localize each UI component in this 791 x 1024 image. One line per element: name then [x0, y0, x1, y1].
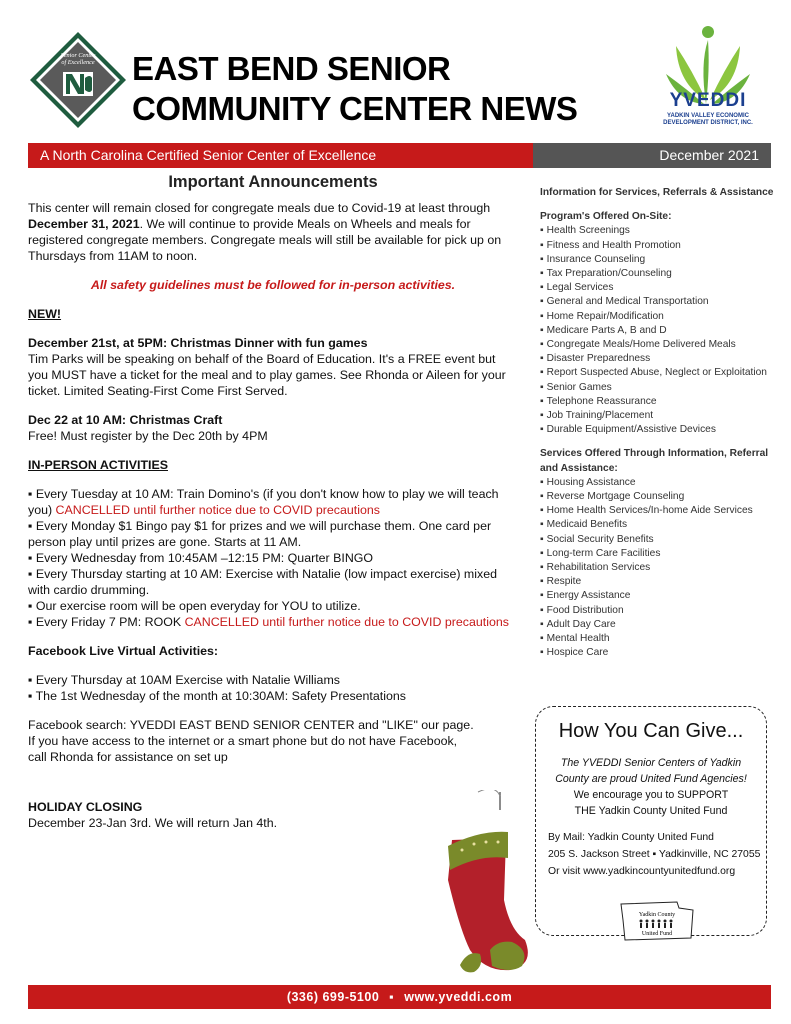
event-craft-body: Free! Must register by the Dec 20th by 4PM	[28, 429, 268, 443]
badge-line-1: Senior Center	[60, 52, 96, 59]
give-mail-line-2: 205 S. Jackson Street ▪ Yadkinville, NC 27055	[548, 849, 761, 860]
footer-separator: ▪	[389, 990, 395, 1004]
onsite-program-item: ▪ Report Suspected Abuse, Neglect or Exploitation	[540, 366, 775, 380]
onsite-program-item: ▪ Telephone Reassurance	[540, 395, 775, 409]
onsite-program-item: ▪ Medicare Parts A, B and D	[540, 324, 775, 338]
page-title-line-1: EAST BEND SENIOR	[132, 50, 451, 87]
activity-rook-cancelled: CANCELLED until further notice due to COVID precautions	[184, 615, 509, 629]
badge-line-2: of Excellence	[61, 59, 95, 66]
onsite-program-item: ▪ Fitness and Health Promotion	[540, 239, 775, 253]
services-column	[540, 186, 775, 661]
give-italic-text: The YVEDDI Senior Centers of Yadkin County are proud United Fund Agencies!	[555, 757, 747, 785]
closure-text-a: This center will remain closed for congregate meals due to Covid-19 at least through	[28, 201, 491, 215]
onsite-program-item: ▪ Home Repair/Modification	[540, 310, 775, 324]
safety-notice: All safety guidelines must be followed for in-person activities.	[90, 278, 456, 292]
footer-contact-bar	[28, 985, 771, 1009]
referral-service-item: ▪ Housing Assistance	[540, 476, 775, 490]
closure-notice	[28, 200, 518, 264]
footer-website-link[interactable]: www.yveddi.com	[404, 990, 513, 1004]
closure-text-c: . We will continue to provide Meals on Wheels and meals for registered congregate members. Congregate meals will still be available for pick up on Thursdays from 11AM to noon.	[28, 217, 502, 263]
tagline-banner: A North Carolina Certified Senior Center of Excellence	[28, 143, 533, 168]
holiday-closing-title: HOLIDAY CLOSING	[28, 800, 143, 814]
facebook-activity-safety: ▪ The 1st Wednesday of the month at 10:30AM: Safety Presentations	[28, 689, 406, 703]
facebook-search-line-3: call Rhonda for assistance on set up	[28, 750, 228, 764]
onsite-program-item: ▪ Senior Games	[540, 381, 775, 395]
referral-service-item: ▪ Respite	[540, 575, 775, 589]
facebook-search-line-2: If you have access to the internet or a smart phone but do not have Facebook,	[28, 734, 458, 748]
holiday-closing-body: December 23-Jan 3rd. We will return Jan 4th.	[28, 816, 278, 830]
facebook-activity-exercise: ▪ Every Thursday at 10AM Exercise with Natalie Williams	[28, 673, 340, 687]
footer-phone: (336) 699-5100	[286, 990, 380, 1004]
activity-dominoes-cancelled: CANCELLED until further notice due to COVID precautions	[55, 503, 380, 517]
new-section-title: NEW!	[28, 307, 62, 321]
onsite-programs-title: Program's Offered On-Site:	[540, 211, 672, 223]
activity-rook	[28, 614, 518, 630]
yveddi-logo-subtitle: YADKIN VALLEY ECONOMIC DEVELOPMENT DISTRICT, INC.	[663, 113, 753, 126]
event-dinner-title: December 21st, at 5PM: Christmas Dinner with fun games	[28, 336, 368, 350]
senior-center-excellence-badge	[28, 30, 128, 130]
activity-rook-text: ▪ Every Friday 7 PM: ROOK	[28, 615, 185, 629]
event-craft-title: Dec 22 at 10 AM: Christmas Craft	[28, 413, 223, 427]
christmas-stocking-icon	[440, 790, 535, 980]
onsite-program-item: ▪ Health Screenings	[540, 224, 775, 238]
referral-service-item: ▪ Mental Health	[540, 632, 775, 646]
page-title-line-2: COMMUNITY CENTER NEWS	[132, 90, 578, 127]
referral-service-item: ▪ Medicaid Benefits	[540, 518, 775, 532]
referral-service-item: ▪ Adult Day Care	[540, 618, 775, 632]
onsite-program-item: ▪ Congregate Meals/Home Delivered Meals	[540, 338, 775, 352]
closure-date: December 31, 2021	[28, 217, 140, 231]
yveddi-logo-text: YVEDDI	[669, 90, 747, 111]
give-mail-line-3: Or visit www.yadkincountyunitedfund.org	[548, 866, 736, 877]
activity-exercise: ▪ Every Thursday starting at 10 AM: Exercise with Natalie (low impact exercise) mixed with cardio drumming.	[28, 567, 497, 597]
referral-service-item: ▪ Rehabilitation Services	[540, 561, 775, 575]
referral-services-list	[540, 476, 775, 661]
united-fund-logo	[617, 898, 697, 943]
issue-date: December 2021	[533, 143, 771, 168]
referral-services-title: Services Offered Through Information, Referral and Assistance:	[540, 448, 769, 474]
announcements-column	[28, 174, 518, 831]
activity-bingo: ▪ Every Monday $1 Bingo pay $1 for prizes and we will purchase them. One card per person play until prizes are gone. Starts at 11 AM.	[28, 519, 492, 549]
activity-quarter-bingo: ▪ Every Wednesday from 10:45AM –12:15 PM: Quarter BINGO	[28, 551, 374, 565]
services-heading: Information for Services, Referrals & Assistance	[540, 187, 774, 198]
referral-service-item: ▪ Home Health Services/In-home Aide Services	[540, 504, 775, 518]
referral-service-item: ▪ Reverse Mortgage Counseling	[540, 490, 775, 504]
referral-service-item: ▪ Long-term Care Facilities	[540, 547, 775, 561]
fund-logo-line-1: Yadkin County	[638, 912, 676, 918]
referral-service-item: ▪ Hospice Care	[540, 646, 775, 660]
referral-service-item: ▪ Food Distribution	[540, 604, 775, 618]
give-title: How You Can Give...	[558, 720, 744, 742]
fund-logo-line-2: United Fund	[641, 931, 673, 937]
onsite-program-item: ▪ Tax Preparation/Counseling	[540, 267, 775, 281]
onsite-program-item: ▪ Disaster Preparedness	[540, 352, 775, 366]
activity-exercise-room: ▪ Our exercise room will be open everyday for YOU to utilize.	[28, 599, 361, 613]
inperson-section-title: IN-PERSON ACTIVITIES	[28, 458, 168, 472]
onsite-program-item: ▪ Insurance Counseling	[540, 253, 775, 267]
referral-service-item: ▪ Energy Assistance	[540, 589, 775, 603]
onsite-program-item: ▪ General and Medical Transportation	[540, 295, 775, 309]
give-mail-block	[536, 829, 766, 880]
give-mail-line-1: By Mail: Yadkin County United Fund	[548, 832, 714, 843]
onsite-programs-list	[540, 224, 775, 437]
onsite-program-item: ▪ Durable Equipment/Assistive Devices	[540, 423, 775, 437]
activity-dominoes	[28, 486, 518, 518]
facebook-section-title: Facebook Live Virtual Activities:	[28, 644, 219, 658]
announcements-heading: Important Announcements	[168, 173, 378, 191]
onsite-program-item: ▪ Job Training/Placement	[540, 409, 775, 423]
facebook-search-line-1: Facebook search: YVEDDI EAST BEND SENIOR CENTER and "LIKE" our page.	[28, 718, 474, 732]
give-support-text: We encourage you to SUPPORT THE Yadkin County United Fund	[573, 789, 729, 817]
onsite-program-item: ▪ Legal Services	[540, 281, 775, 295]
event-dinner-body: Tim Parks will be speaking on behalf of the Board of Education. It's a FREE event but you MUST have a ticket for the meal and to play games. See Rhonda or Aileen for your ticket. Limited Seating-First Come First Served.	[28, 352, 506, 398]
activity-dominoes-text: ▪ Every Tuesday at 10 AM: Train Domino's (if you don't know how to play we will teach you)	[28, 487, 499, 517]
referral-service-item: ▪ Social Security Benefits	[540, 533, 775, 547]
